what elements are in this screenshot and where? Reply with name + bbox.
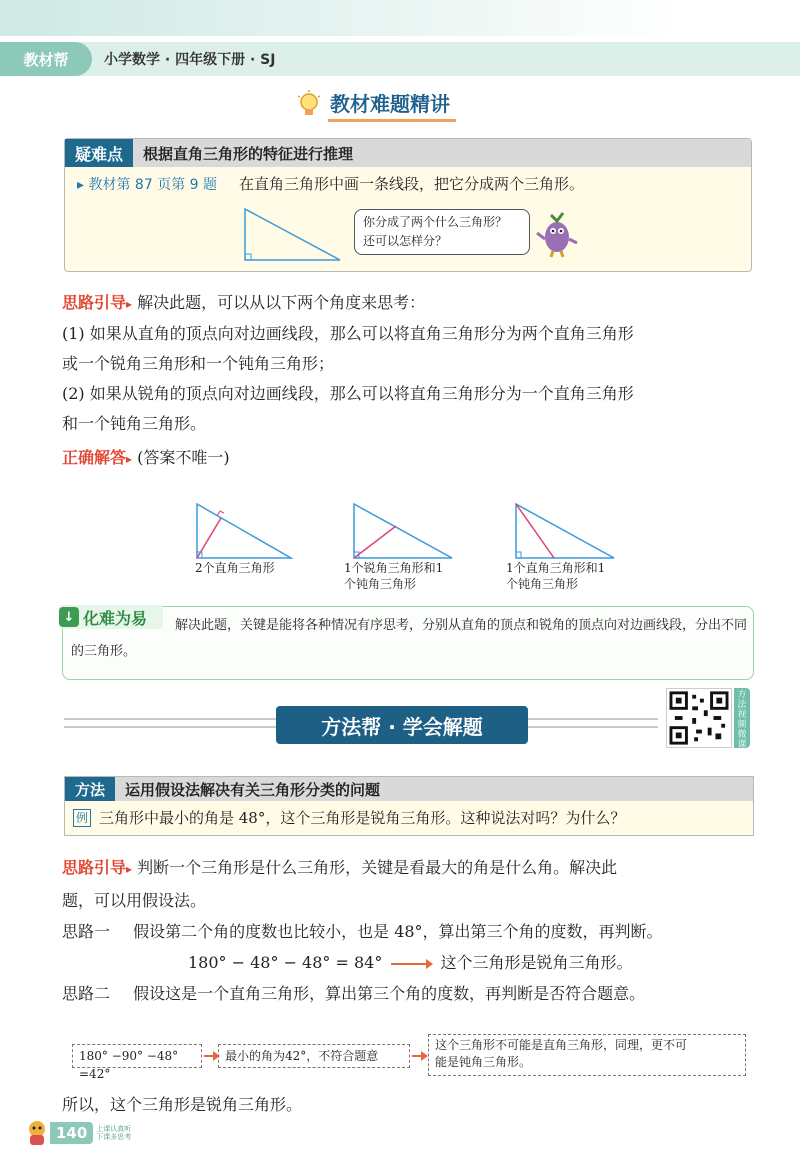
mascot-small-icon [24, 1119, 50, 1147]
section-title-text: 教材难题精讲 [328, 88, 456, 122]
problem-line [77, 173, 584, 194]
method-title: 运用假设法解决有关三角形分类的问题 [125, 780, 381, 799]
caption-2-line-2: 个钝角三角形 [344, 577, 417, 591]
page-footer [24, 1118, 131, 1148]
simplify-icon: ↓ [59, 607, 79, 627]
idea2-text: 假设这是一个直角三角形，算出第三个角的度数，再判断是否符合题意。 [133, 984, 646, 1003]
qr-tab-label: 方法视频微课 [734, 688, 750, 748]
bubble-line-2: 还可以怎样分？ [363, 234, 448, 248]
answer-label: 正确解答 [62, 448, 127, 467]
label-arrow-icon: ▸ [126, 297, 133, 311]
textbook-reference: ▸ 教材第 87 页第 9 题 [77, 176, 217, 193]
hint-label: 化难为易 [83, 608, 148, 628]
idea1-result: 这个三角形是锐角三角形。 [440, 953, 633, 972]
method-banner [276, 706, 528, 744]
hint-box [62, 606, 754, 680]
answer-triangle-3 [514, 502, 618, 562]
mascot-icon [535, 207, 579, 259]
problem-box [64, 138, 752, 272]
caption-3-line-1: 1个直角三角形和1 [506, 561, 606, 575]
method-banner-text: 方法帮 · 学会解题 [321, 714, 483, 739]
problem-tag: 疑难点 [65, 139, 133, 167]
idea2-line [62, 978, 762, 1009]
method-header [65, 777, 753, 801]
method-tag: 方法 [65, 777, 115, 801]
method-question-line [73, 807, 625, 828]
problem-title: 根据直角三角形的特征进行推理 [143, 144, 354, 163]
banner-divider-right [528, 718, 658, 728]
page-number: 140 [50, 1122, 93, 1144]
banner-divider-left [64, 718, 276, 728]
thinking-block [62, 288, 762, 474]
header-title: 小学数学 · 四年级下册 · SJ [104, 52, 276, 68]
thinking-p2b: 和一个钝角三角形。 [62, 414, 207, 433]
solution-intro-line-a [62, 852, 762, 885]
calc-box-1: 180° −90° −48° =42° [72, 1044, 202, 1068]
thinking-p2a: (2) 如果从锐角的顶点向对边画线段，那么可以将直角三角形分为一个直角三角形 [62, 384, 634, 403]
answer-caption-3 [506, 560, 605, 592]
thinking-label: 思路引导 [62, 293, 127, 312]
hint-text: 解决此题，关键是能将各种情况有序思考，分别从直角的顶点和锐角的顶点向对边画线段，分出不同的三角形。 [71, 618, 748, 659]
lightbulb-icon [296, 90, 322, 120]
problem-header [65, 139, 751, 167]
calc-box-3 [428, 1034, 746, 1076]
solution-intro-b: 题，可以用假设法。 [62, 891, 207, 910]
thinking-intro: 解决此题，可以从以下两个角度来思考： [137, 293, 426, 312]
section-title-hard-problems [296, 88, 456, 122]
bubble-line-1: 你分成了两个什么三角形？ [363, 215, 508, 229]
arrow-icon [204, 1055, 214, 1057]
idea1-label: 思路一 [62, 922, 111, 941]
caption-1-line-1: 2个直角三角形 [195, 561, 275, 575]
arrow-icon [412, 1055, 422, 1057]
calc-box-2: 最小的角为42°，不符合题意 [218, 1044, 410, 1068]
solution-intro-a: 判断一个三角形是什么三角形，关键是看最大的角是什么角。解决此 [137, 858, 618, 877]
right-triangle-figure [243, 207, 343, 263]
solution-label: 思路引导 [62, 858, 127, 877]
caption-3-line-2: 个钝角三角形 [506, 577, 579, 591]
method-question: 三角形中最小的角是 48°，这个三角形是锐角三角形。这种说法对吗？为什么？ [99, 809, 626, 827]
header-tag: 教材帮 [0, 42, 92, 76]
idea1-calc-line [62, 947, 762, 978]
example-tag: 例 [73, 809, 91, 827]
qr-code-icon[interactable] [666, 688, 732, 748]
page-header [0, 42, 800, 76]
thinking-p1a: (1) 如果从直角的顶点向对边画线段，那么可以将直角三角形分为两个直角三角形 [62, 324, 634, 343]
calc-box-3-line-1: 这个三角形不可能是直角三角形，同理，更不可 [435, 1038, 688, 1052]
answer-caption-2 [344, 560, 443, 592]
answer-caption-1 [195, 560, 275, 576]
arrow-icon [391, 963, 427, 965]
problem-question: 在直角三角形中画一条线段，把它分成两个三角形。 [239, 175, 585, 193]
label-arrow-icon: ▸ [126, 452, 133, 466]
label-arrow-icon: ▸ [126, 862, 133, 876]
idea1-calc: 180° − 48° − 48° = 84° [188, 953, 383, 972]
top-band [0, 0, 800, 36]
answer-line [62, 443, 762, 474]
thinking-p1b: 或一个锐角三角形和一个钝角三角形； [62, 354, 335, 373]
calc-box-3-line-2: 能是钝角三角形。 [435, 1055, 532, 1069]
footer-note [96, 1125, 131, 1141]
method-box [64, 776, 754, 836]
answer-triangle-2 [352, 502, 456, 562]
idea1-text: 假设第二个角的度数也比较小，也是 48°，算出第三个角的度数，再判断。 [133, 922, 663, 941]
solution-block [62, 852, 762, 1009]
answer-note: (答案不唯一) [137, 448, 230, 467]
conclusion: 所以，这个三角形是锐角三角形。 [62, 1095, 303, 1114]
thinking-intro-line [62, 288, 762, 319]
speech-bubble [354, 209, 530, 255]
footer-note-1: 上课认真听 [96, 1125, 132, 1133]
caption-2-line-1: 1个锐角三角形和1 [344, 561, 444, 575]
footer-note-2: 下课多思考 [96, 1133, 132, 1141]
idea2-label: 思路二 [62, 984, 111, 1003]
answer-triangle-1 [195, 502, 295, 562]
idea1-line [62, 916, 762, 947]
